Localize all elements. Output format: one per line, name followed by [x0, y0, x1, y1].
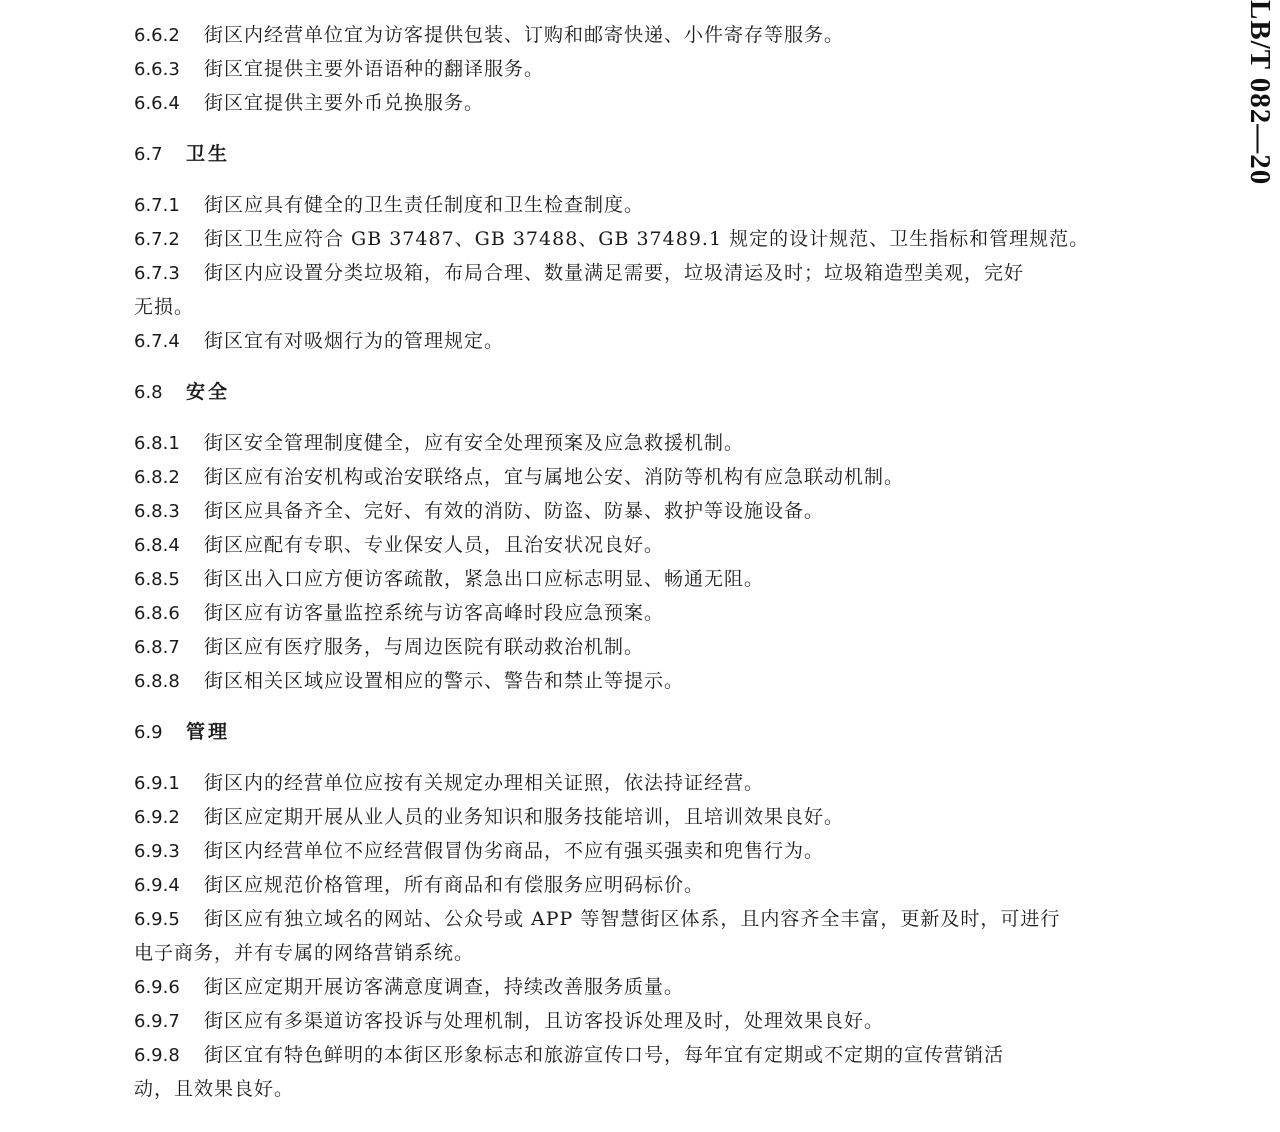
clause-text: 街区宜有特色鲜明的本街区形象标志和旅游宣传口号，每年宜有定期或不定期的宣传营销活: [204, 1044, 1005, 1066]
clause-6-9-8: [134, 1038, 1129, 1072]
clause-6-7-2: [134, 222, 1129, 256]
clause-6-8-7: [134, 630, 1129, 664]
clause-text: 街区宜提供主要外币兑换服务。: [204, 92, 485, 114]
clause-text: 街区内经营单位宜为访客提供包装、订购和邮寄快递、小件寄存等服务。: [204, 24, 845, 46]
clause-number: 6.9.1: [134, 773, 180, 794]
section-title: 卫生: [186, 143, 231, 165]
clause-text: 街区应定期开展访客满意度调查，持续改善服务质量。: [204, 976, 685, 998]
clause-number: 6.6.4: [134, 93, 180, 114]
section-number: 6.7: [134, 144, 163, 165]
clause-number: 6.6.2: [134, 25, 180, 46]
clause-number: 6.8.8: [134, 671, 180, 692]
document-body: [134, 18, 1129, 1106]
clause-number: 6.7.1: [134, 195, 180, 216]
clause-6-9-6: [134, 970, 1129, 1004]
clause-6-6-2: [134, 18, 1129, 52]
clause-6-7-1: [134, 188, 1129, 222]
clause-number: 6.9.3: [134, 841, 180, 862]
clause-6-8-4: [134, 528, 1129, 562]
clause-number: 6.8.7: [134, 637, 180, 658]
clause-number: 6.9.2: [134, 807, 180, 828]
clause-text: 街区内的经营单位应按有关规定办理相关证照，依法持证经营。: [204, 772, 765, 794]
clause-number: 6.7.2: [134, 229, 180, 250]
section-title: 管理: [186, 721, 231, 743]
clause-6-7-3: [134, 256, 1129, 290]
clause-6-9-3: [134, 834, 1129, 868]
clause-number: 6.8.1: [134, 433, 180, 454]
clause-6-8-1: [134, 426, 1129, 460]
clause-text: 街区应有独立域名的网站、公众号或 APP 等智慧街区体系，且内容齐全丰富，更新及时，可进行: [204, 908, 1061, 930]
clause-6-9-5: [134, 902, 1129, 936]
clause-text: 街区应定期开展从业人员的业务知识和服务技能培训，且培训效果良好。: [204, 806, 845, 828]
clause-6-7-3-continuation: 无损。: [134, 296, 195, 318]
clause-number: 6.9.4: [134, 875, 180, 896]
clause-text: 街区宜提供主要外语语种的翻译服务。: [204, 58, 545, 80]
clause-number: 6.9.5: [134, 909, 180, 930]
clause-6-9-7: [134, 1004, 1129, 1038]
clause-6-8-5: [134, 562, 1129, 596]
document-code: LB/T 082—20: [1244, 0, 1276, 186]
clause-6-8-2: [134, 460, 1129, 494]
clause-text: 街区应有医疗服务，与周边医院有联动救治机制。: [204, 636, 645, 658]
clause-text: 街区内应设置分类垃圾箱，布局合理、数量满足需要，垃圾清运及时；垃圾箱造型美观，完好: [204, 262, 1025, 284]
clause-number: 6.9.6: [134, 977, 180, 998]
clause-number: 6.7.4: [134, 331, 180, 352]
clause-text: 街区应规范价格管理，所有商品和有偿服务应明码标价。: [204, 874, 705, 896]
clause-text: 街区安全管理制度健全，应有安全处理预案及应急救援机制。: [204, 432, 745, 454]
clause-number: 6.6.3: [134, 59, 180, 80]
clause-number: 6.9.8: [134, 1045, 180, 1066]
clause-text: 街区内经营单位不应经营假冒伪劣商品，不应有强买强卖和兜售行为。: [204, 840, 825, 862]
clause-text: 街区应配有专职、专业保安人员，且治安状况良好。: [204, 534, 665, 556]
clause-6-6-4: [134, 86, 1129, 120]
clause-6-9-4: [134, 868, 1129, 902]
clause-text: 街区应有治安机构或治安联络点，宜与属地公安、消防等机构有应急联动机制。: [204, 466, 905, 488]
clause-text: 街区卫生应符合 GB 37487、GB 37488、GB 37489.1 规定的设计规范、卫生指标和管理规范。: [204, 228, 1090, 250]
clause-text: 街区应具有健全的卫生责任制度和卫生检查制度。: [204, 194, 645, 216]
section-heading-6-8: [134, 375, 1129, 409]
clause-text: 街区相关区域应设置相应的警示、警告和禁止等提示。: [204, 670, 685, 692]
clause-6-8-8: [134, 664, 1129, 698]
clause-number: 6.8.4: [134, 535, 180, 556]
clause-number: 6.8.6: [134, 603, 180, 624]
section-heading-6-7: [134, 137, 1129, 171]
section-number: 6.8: [134, 382, 163, 403]
clause-number: 6.8.2: [134, 467, 180, 488]
clause-text: 街区应有访客量监控系统与访客高峰时段应急预案。: [204, 602, 665, 624]
clause-number: 6.9.7: [134, 1011, 180, 1032]
clause-text: 街区应有多渠道访客投诉与处理机制，且访客投诉处理及时，处理效果良好。: [204, 1010, 885, 1032]
clause-6-9-5-continuation: 电子商务，并有专属的网络营销系统。: [134, 942, 475, 964]
clause-6-9-1: [134, 766, 1129, 800]
clause-6-8-6: [134, 596, 1129, 630]
clause-text: 街区应具备齐全、完好、有效的消防、防盗、防暴、救护等设施设备。: [204, 500, 825, 522]
clause-6-9-8-continuation: 动，且效果良好。: [134, 1078, 295, 1100]
clause-number: 6.8.5: [134, 569, 180, 590]
section-number: 6.9: [134, 722, 163, 743]
clause-text: 街区出入口应方便访客疏散，紧急出口应标志明显、畅通无阻。: [204, 568, 765, 590]
clause-6-9-2: [134, 800, 1129, 834]
section-title: 安全: [186, 381, 231, 403]
clause-text: 街区宜有对吸烟行为的管理规定。: [204, 330, 505, 352]
clause-6-7-4: [134, 324, 1129, 358]
clause-6-6-3: [134, 52, 1129, 86]
clause-6-8-3: [134, 494, 1129, 528]
clause-number: 6.8.3: [134, 501, 180, 522]
clause-number: 6.7.3: [134, 263, 180, 284]
section-heading-6-9: [134, 715, 1129, 749]
